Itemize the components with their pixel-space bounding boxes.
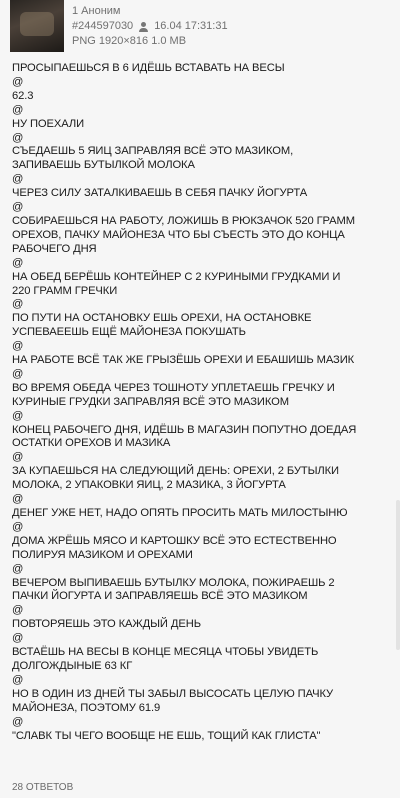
post-text-line: КУРИНЫЕ ГРУДКИ ЗАПРАВЛЯЯ ВСЁ ЭТО МАЗИКОМ	[12, 395, 289, 408]
post-text-line: ПРОСЫПАЕШЬСЯ В 6 ИДЁШЬ ВСТАВАТЬ НА ВЕСЫ	[12, 62, 285, 74]
post-text-line: ВЕЧЕРОМ ВЫПИВАЕШЬ БУТЫЛКУ МОЛОКА, ПОЖИРАЕШЬ 2	[12, 576, 335, 589]
post-text-line: @	[12, 604, 24, 617]
post-id[interactable]: #244597030	[72, 20, 134, 32]
post-meta	[72, 4, 228, 49]
post-body	[12, 62, 388, 743]
post-text-line: ПАЧКИ ЙОГУРТА И ЗАПРАВЛЯЕШЬ ВСЁ ЭТО МАЗИКОМ	[12, 590, 308, 603]
author-name[interactable]: 1 Аноним	[72, 5, 121, 17]
post-text-line: @	[12, 632, 24, 645]
post-text-line: ЗАПИВАЕШЬ БУТЫЛКОЙ МОЛОКА	[12, 159, 195, 172]
post-text-line: ДОМА ЖРЁШЬ МЯСО И КАРТОШКУ ВСЁ ЭТО ЕСТЕСТВЕННО	[12, 534, 337, 547]
post-text-line: @	[12, 451, 24, 464]
post-text-line: МОЛОКА, 2 УПАКОВКИ ЯИЦ, 2 МАЗИКА, 3 ЙОГУРТА	[12, 479, 286, 492]
post-text-line: 220 ГРАММ ГРЕЧКИ	[12, 284, 118, 297]
post-text-line: СОБИРАЕШЬСЯ НА РАБОТУ, ЛОЖИШЬ В РЮКЗАЧОК 520 ГРАММ	[12, 214, 355, 227]
post-text-line: НУ ПОЕХАЛИ	[12, 117, 85, 130]
post-text-line: "СЛАВК ТЫ ЧЕГО ВООБЩЕ НЕ ЕШЬ, ТОЩИЙ КАК ГЛИСТА"	[12, 729, 321, 742]
post-text-line: ОСТАТКИ ОРЕХОВ И МАЗИКА	[12, 437, 171, 450]
post-text-line: УСПЕВАЕЕШЬ ЕЩЁ МАЙОНЕЗА ПОКУШАТЬ	[12, 326, 246, 339]
post-text-line: @	[12, 367, 24, 380]
post-text-line: @	[12, 520, 24, 533]
post-text-line: ДЕНЕГ УЖЕ НЕТ, НАДО ОПЯТЬ ПРОСИТЬ МАТЬ МИЛОСТЫНЮ	[12, 507, 348, 519]
post-text-line: @	[12, 715, 24, 728]
replies-link[interactable]: 28 ОТВЕТОВ	[12, 782, 74, 793]
post-text-line: @	[12, 298, 24, 311]
post-datetime: 16.04 17:31:31	[154, 20, 228, 32]
file-info-line	[72, 34, 228, 49]
post-text-line: @	[12, 493, 24, 506]
post-text-line: ВСТАЁШЬ НА ВЕСЫ В КОНЦЕ МЕСЯЦА ЧТОБЫ УВИДЕТЬ	[12, 646, 319, 659]
post-text-line: @	[12, 131, 24, 144]
post-text-line: ЧЕРЕЗ СИЛУ ЗАТАЛКИВАЕШЬ В СЕБЯ ПАЧКУ ЙОГУРТА	[12, 187, 308, 200]
post-image-thumbnail[interactable]	[10, 0, 64, 52]
post-text-line: @	[12, 562, 24, 575]
post-text-line: НА ОБЕД БЕРЁШЬ КОНТЕЙНЕР С 2 КУРИНЫМИ ГРУДКАМИ И	[12, 270, 341, 283]
post-text-line: 62.3	[12, 89, 34, 102]
post-text-line: @	[12, 173, 24, 186]
post-id-line	[72, 19, 228, 34]
post-text-line: КОНЕЦ РАБОЧЕГО ДНЯ, ИДЁШЬ В МАГАЗИН ПОПУТНО ДОЕДАЯ	[12, 423, 357, 436]
post-text-line: ПО ПУТИ НА ОСТАНОВКУ ЕШЬ ОРЕХИ, НА ОСТАНОВКЕ	[12, 312, 312, 325]
post-text-line: ВО ВРЕМЯ ОБЕДА ЧЕРЕЗ ТОШНОТУ УПЛЕТАЕШЬ ГРЕЧКУ И	[12, 381, 335, 394]
file-info: PNG 1920×816 1.0 MB	[72, 35, 187, 47]
post-text-line: @	[12, 256, 24, 269]
scrollbar[interactable]	[396, 500, 400, 650]
post-text-line: @	[12, 673, 24, 686]
post-text-line: @	[12, 409, 24, 422]
post-text-line: НО В ОДИН ИЗ ДНЕЙ ТЫ ЗАБЫЛ ВЫСОСАТЬ ЦЕЛУЮ ПАЧКУ	[12, 687, 333, 700]
post-text-line: НА РАБОТЕ ВСЁ ТАК ЖЕ ГРЫЗЁШЬ ОРЕХИ И ЕБАШИШЬ МАЗИК	[12, 354, 355, 367]
person-icon	[139, 22, 148, 32]
post-text-line: ДОЛГОЖДЫНЫЕ 63 КГ	[12, 659, 133, 672]
post-text-line: ОРЕХОВ, ПАЧКУ МАЙОНЕЗА ЧТО БЫ СЪЕСТЬ ЭТО ДО КОНЦА	[12, 228, 345, 241]
post-text-line: ПОВТОРЯЕШЬ ЭТО КАЖДЫЙ ДЕНЬ	[12, 618, 201, 631]
post-text-line: МАЙОНЕЗА, ПОЭТОМУ 61.9	[12, 701, 161, 714]
post-text-line: ПОЛИРУЯ МАЗИКОМ И ОРЕХАМИ	[12, 548, 193, 561]
post-text-line: @	[12, 103, 24, 116]
post-text-line: СЪЕДАЕШЬ 5 ЯИЦ ЗАПРАВЛЯЯ ВСЁ ЭТО МАЗИКОМ,	[12, 145, 294, 158]
post-text-line: @	[12, 75, 24, 88]
post-text-line: @	[12, 201, 24, 214]
post-text-line: @	[12, 340, 24, 353]
post-text-line: РАБОЧЕГО ДНЯ	[12, 242, 97, 255]
post-text-line: ЗА КУПАЕШЬСЯ НА СЛЕДУЮЩИЙ ДЕНЬ: ОРЕХИ, 2 БУТЫЛКИ	[12, 465, 339, 478]
